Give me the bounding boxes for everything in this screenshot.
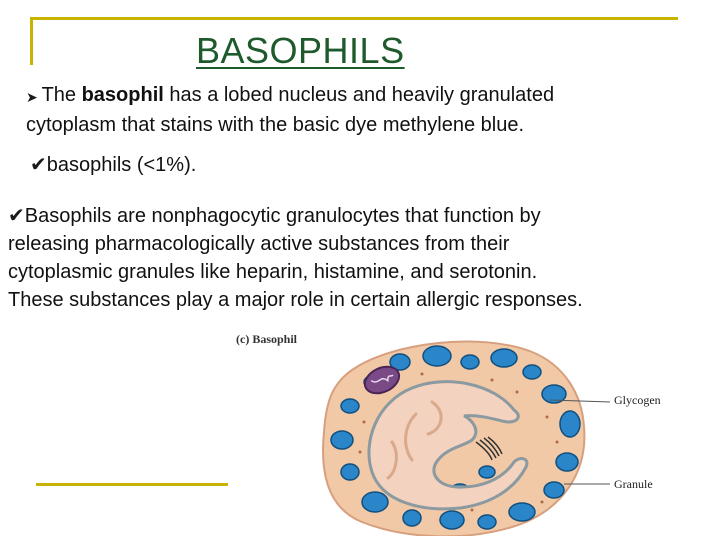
figure-caption: (c) Basophil (236, 332, 298, 346)
bold-term: basophil (81, 84, 164, 106)
bullet-1: ➤ The basophil has a lobed nucleus and heavily granulated cytoplasm that stains with the basic dye methylene blue. (26, 80, 686, 140)
frame-bottom-line (36, 483, 228, 486)
arrow-bullet-icon: ✔ (30, 154, 47, 176)
bullet-1-line-2: cytoplasm that stains with the basic dye methylene blue. (26, 114, 525, 136)
slide-title: BASOPHILS (196, 30, 405, 71)
bullet-2: ✔basophils (<1%). (30, 154, 197, 176)
arrow-bullet-icon: ➤ (26, 89, 38, 105)
label-glycogen: Glycogen (614, 393, 661, 407)
frame-left-line (30, 17, 33, 65)
frame-top-line (30, 17, 678, 20)
bullet-3: ✔Basophils are nonphagocytic granulocytes that function by releasing pharmacologically active substances from their cytoplasmic granules like heparin, histamine, and serotonin. These substances play a major role in certain allergic responses. (8, 205, 583, 311)
label-granule: Granule (614, 477, 653, 491)
arrow-bullet-icon: ✔ (8, 205, 25, 227)
basophil-figure (232, 322, 692, 536)
